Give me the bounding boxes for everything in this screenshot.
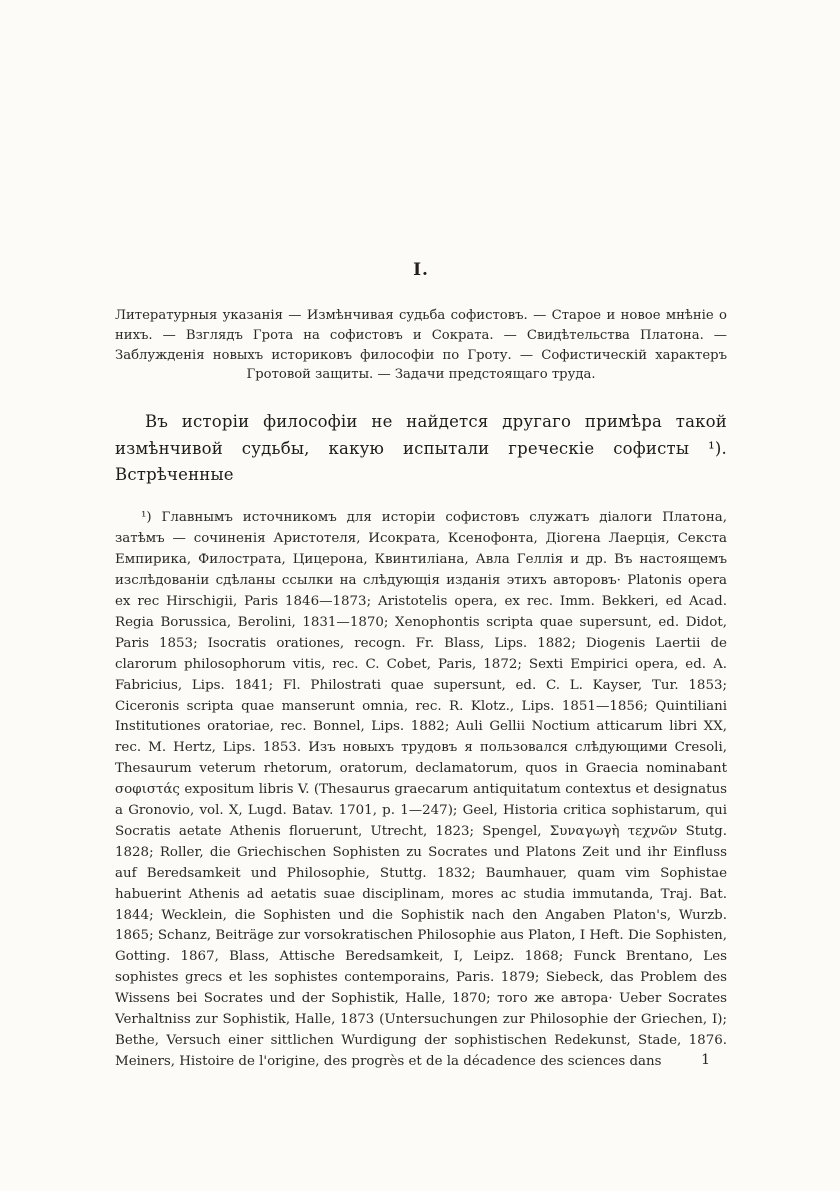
footnote-text: ¹) Главнымъ источникомъ для исторіи софистовъ служатъ діалоги Платона, затѣмъ — сочиненія Аристотеля, Исократа, Ксенофонта, Діогена Лаерція, Секста Емпирика, Филострата, Цицерона, Квинтиліана, Авла Геллія и др. Въ настоящемъ изслѣдованіи сдѣланы ссылки на слѣдующія изданія этихъ авторовъ· Platonis opera ex rec Hirschigii, Paris 1846—1873; Aristotelis opera, ex rec. Imm. Bekkeri, ed Acad. Regia Borussica, Berolini, 1831—1870; Xenophontis scripta quae supersunt, ed. Didot, Paris 1853; Isocratis orationes, recogn. Fr. Blass, Lips. 1882; Diogenis Laertii de clarorum philosophorum vitis, rec. C. Cobet, Paris, 1872; Sexti Empirici opera, ed. A. Fabricius, Lips. 1841; Fl. Philostrati quae supersunt, ed. C. L. Kayser, Tur. 1853; Ciceronis scripta quae manserunt omnia, rec. R. Klotz., Lips. 1851—1856; Quintiliani Institutiones oratoriae, rec. Bonnel, Lips. 1882; Auli Gellii Noctium atticarum libri XX, rec. M. Hertz, Lips. 1853. Изъ новыхъ трудовъ я пользовался слѣдующими Cresoli, Thesaurum veterum rhetorum, oratorum, declamatorum, quos in Graecia nominabant σοφιστάς expositum libris V. (Thesaurus graecarum antiquitatum contextus et designatus a Gronovio, vol. X, Lugd. Batav. 1701, p. 1—247); Geel, Historia critica sophistarum, qui Socratis aetate Athenis floruerunt, Utrecht, 1823; Spengel, Συναγωγὴ τεχνῶν Stutg. 1828; Roller, die Griechischen Sophisten zu Socrates und Platons Zeit und ihr Einfluss auf Beredsamkeit und Philosophie, Stuttg. 1832; Baumhauer, quam vim Sophistae habuerint Athenis ad aetatis suae disciplinam, mores ac studia immutanda, Traj. Bat. 1844; Wecklein, die Sophisten und die Sophistik nach den Angaben Platon's, Wurzb. 1865; Schanz, Beiträge zur vorsokratischen Philosophie aus Platon, I Heft. Die Sophisten, Gotting. 1867, Blass, Attische Beredsamkeit, I, Leipz. 1868; Funck Brentano, Les sophistes grecs et les sophistes contemporains, Paris. 1879; Siebeck, das Problem des Wissens bei Socrates und der Sophistik, Halle, 1870; того же автора· Ueber Socrates Verhaltniss zur Sophistik, Halle, 1873 (Untersuchungen zur Philosophie der Griechen, I); Bethe, Versuch einer sittlichen Wurdigung der sophistischen Redekunst, Stade, 1876. Meiners, Histoire de l'origine, des progrès et de la décadence des sciences dans	[115, 510, 727, 1069]
chapter-summary: Литературныя указанія — Измѣнчивая судьба софистовъ. — Старое и новое мнѣніе о нихъ. — Взглядъ Грота на софистовъ и Сократа. — Свидѣтельства Платона. — Заблужденія новыхъ историковъ философіи по Гроту. — Софистическій характеръ Гротовой защиты. — Задачи предстоящаго труда.	[115, 308, 727, 383]
chapter-heading: I.	[413, 260, 429, 280]
body-paragraph: Въ исторіи философіи не найдется другаго примѣра такой измѣнчивой судьбы, какую испытали греческіе софисты ¹). Встрѣченные	[115, 412, 727, 484]
page-number: 1	[701, 1052, 710, 1068]
